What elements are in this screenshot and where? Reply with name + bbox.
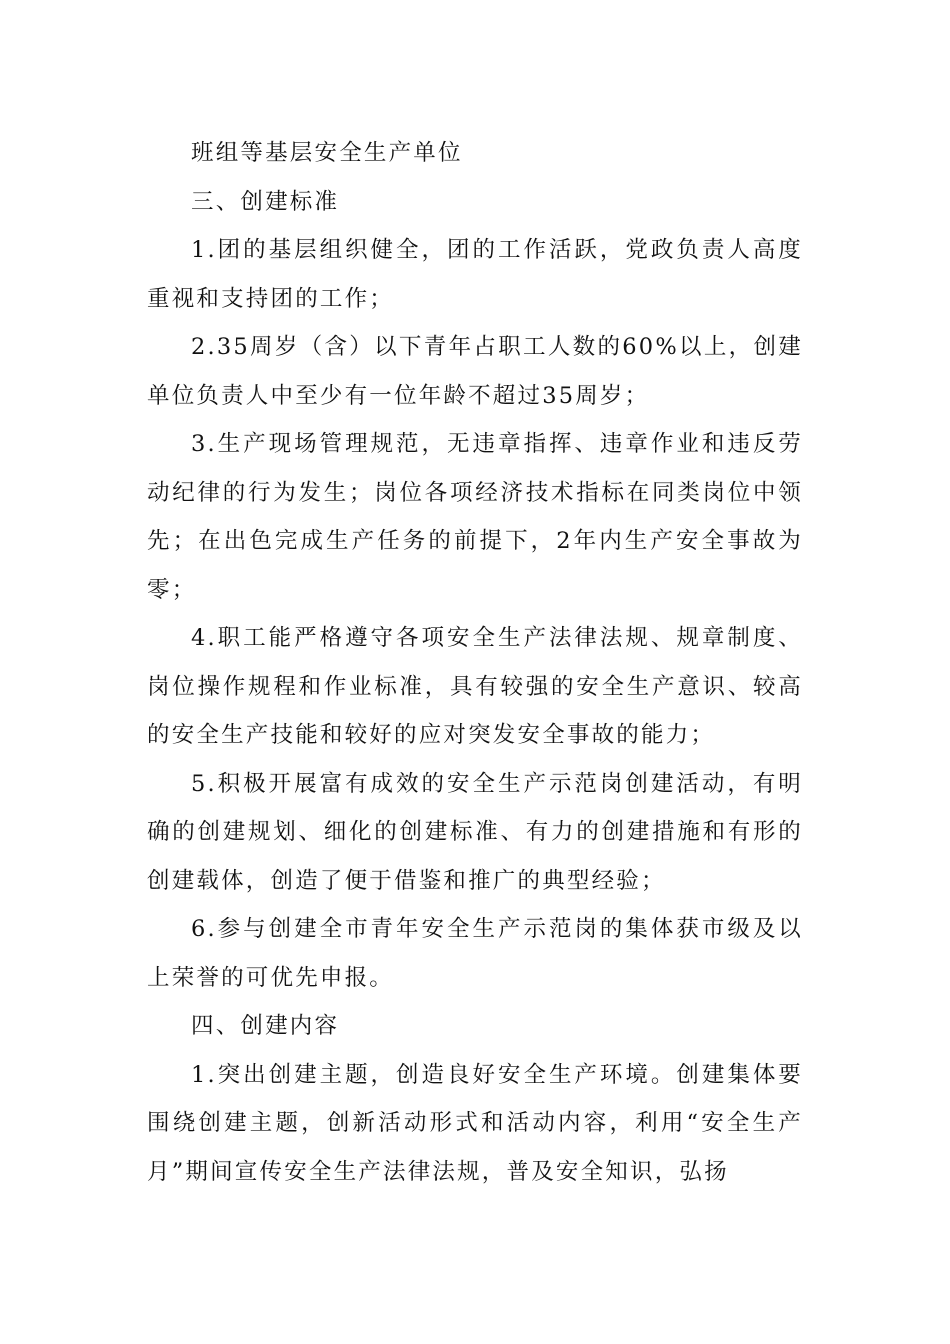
content-item-1: 1.突出创建主题，创造良好安全生产环境。创建集体要围绕创建主题，创新活动形式和活动内容，利用“安全生产月”期间宣传安全生产法律法规，普及安全知识，弘扬 [147, 1061, 803, 1185]
document-body [147, 129, 803, 1196]
standard-item-5: 5.积极开展富有成效的安全生产示范岗创建活动，有明确的创建规划、细化的创建标准、有力的创建措施和有形的创建载体，创造了便于借鉴和推广的典型经验； [147, 770, 803, 894]
standard-item-3: 3.生产现场管理规范，无违章指挥、违章作业和违反劳动纪律的行为发生；岗位各项经济技术指标在同类岗位中领先；在出色完成生产任务的前提下，2年内生产安全事故为零； [147, 431, 803, 603]
standard-item-6: 6.参与创建全市青年安全生产示范岗的集体获市级及以上荣誉的可优先申报。 [147, 916, 803, 991]
section-heading-creation-content: 四、创建内容 [191, 1013, 340, 1039]
section-heading-creation-standards: 三、创建标准 [191, 188, 340, 215]
standard-item-1: 1.团的基层组织健全，团的工作活跃，党政负责人高度重视和支持团的工作； [147, 237, 803, 312]
standard-item-2: 2.35周岁（含）以下青年占职工人数的60%以上，创建单位负责人中至少有一位年龄不超过35周岁； [147, 334, 803, 409]
standard-item-4: 4.职工能严格遵守各项安全生产法律法规、规章制度、岗位操作规程和作业标准，具有较强的安全生产意识、较高的安全生产技能和较好的应对突发安全事故的能力； [147, 625, 803, 748]
paragraph-scope-continuation: 班组等基层安全生产单位 [191, 140, 463, 166]
